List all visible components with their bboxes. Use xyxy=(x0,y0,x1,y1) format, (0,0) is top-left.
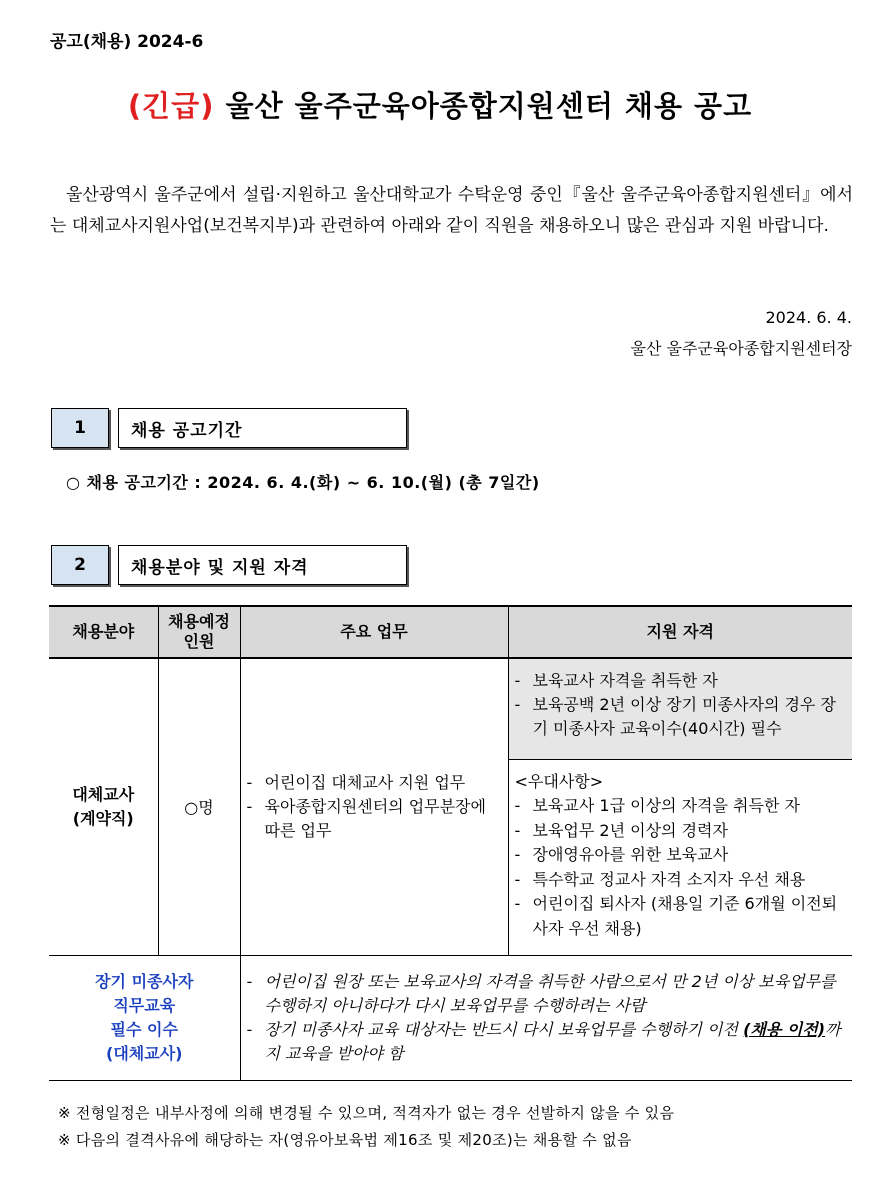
training-label-cell xyxy=(49,955,240,1080)
note-schedule: ※ 전형일정은 내부사정에 의해 변경될 수 있으며, 적격자가 없는 경우 선발하지 않을 수 있음 xyxy=(58,1104,675,1122)
training-item-text: 어린이집 원장 또는 보육교사의 자격을 취득한 사람으로서 만 2년 이상 보육업무를 수행하지 아니하다가 다시 보육업무를 수행하려는 사람 xyxy=(264,971,836,1015)
preferred-item: - 특수학교 정교사 자격 소지자 우선 채용 xyxy=(515,868,847,893)
notice-number: 공고(채용) 2024-6 xyxy=(50,32,204,52)
duties-cell xyxy=(240,658,508,955)
qualification-item: - 보육교사 자격을 취득한 자 xyxy=(515,669,847,693)
page-title xyxy=(0,84,880,125)
preferred-text: 장애영유아를 위한 보육교사 xyxy=(532,845,729,864)
title-main: 울산 울주군육아종합지원센터 채용 공고 xyxy=(225,89,753,123)
preferred-qualifications-cell xyxy=(508,759,852,955)
preferred-text: 보육교사 1급 이상의 자격을 취득한 자 xyxy=(532,796,800,815)
training-item: - 어린이집 원장 또는 보육교사의 자격을 취득한 사람으로서 만 2년 이상 보육업무를 수행하지 아니하다가 다시 보육업무를 수행하려는 사람 xyxy=(247,970,845,1018)
preferred-heading: <우대사항> xyxy=(514,771,604,791)
training-label-line: 장기 미종사자 xyxy=(95,971,194,991)
headcount-cell: ○명 xyxy=(158,658,240,955)
preferred-item: - 장애영유아를 위한 보육교사 xyxy=(515,843,847,868)
preferred-item: - 보육교사 1급 이상의 자격을 취득한 자 xyxy=(515,794,847,819)
preferred-text: 어린이집 퇴사자 (채용일 기준 6개월 이전퇴사자 우선 채용) xyxy=(532,894,838,938)
qualification-text: 보육교사 자격을 취득한 자 xyxy=(532,671,718,690)
table-header-row xyxy=(49,606,852,658)
field-cell xyxy=(49,658,158,955)
section-1-number: 1 xyxy=(51,408,109,448)
urgent-tag: (긴급) xyxy=(127,89,215,123)
duty-text: 어린이집 대체교사 지원 업무 xyxy=(264,772,466,792)
preferred-text: 특수학교 정교사 자격 소지자 우선 채용 xyxy=(532,869,806,889)
training-row xyxy=(49,955,852,1080)
header-qualifications: 지원 자격 xyxy=(508,606,852,658)
note-disqualification: ※ 다음의 결격사유에 해당하는 자(영유아보육법 제16조 및 제20조)는 채용할 수 없음 xyxy=(58,1131,632,1149)
training-item2-prefix: 장기 미종사자 교육 대상자는 반드시 다시 보육업무를 수행하기 이전 xyxy=(264,1019,738,1039)
qualification-item: - 보육공백 2년 이상 장기 미종사자의 경우 장기 미종사자 교육이수(40시간) 필수 xyxy=(515,693,847,741)
header-headcount-line2: 인원 xyxy=(183,632,215,651)
duty-item: - 어린이집 대체교사 지원 업무 xyxy=(247,771,502,795)
training-item: - 장기 미종사자 교육 대상자는 반드시 다시 보육업무를 수행하기 이전 (채용 이전)까지 교육을 받아야 함 xyxy=(247,1018,845,1066)
training-label-line: (대체교사) xyxy=(106,1043,183,1063)
duty-text: 육아종합지원센터의 업무분장에 따른 업무 xyxy=(264,796,486,840)
table-row xyxy=(49,658,852,759)
field-contract-type: (계약직) xyxy=(72,808,134,828)
issuer: 울산 울주군육아종합지원센터장 xyxy=(630,339,852,358)
preferred-text: 보육업무 2년 이상의 경력자 xyxy=(532,820,728,840)
recruit-table xyxy=(49,605,852,1081)
training-item2-suffix: 까지 교육을 받아야 함 xyxy=(264,1019,841,1063)
training-item-text xyxy=(265,1018,845,1066)
header-field: 채용분야 xyxy=(49,606,158,658)
section-1-title: 채용 공고기간 xyxy=(118,408,407,448)
required-qualifications-cell xyxy=(508,658,852,759)
preferred-item: - 어린이집 퇴사자 (채용일 기준 6개월 이전퇴사자 우선 채용) xyxy=(515,892,847,941)
training-text-cell xyxy=(240,955,852,1080)
qualification-text: 보육공백 2년 이상 장기 미종사자의 경우 장기 미종사자 교육이수(40시간) 필수 xyxy=(532,695,836,738)
training-label-line: 직무교육 xyxy=(113,995,176,1015)
header-duties: 주요 업무 xyxy=(240,606,508,658)
section-2-number: 2 xyxy=(51,545,109,585)
preferred-item: - 보육업무 2년 이상의 경력자 xyxy=(515,819,847,844)
intro-text: 울산광역시 울주군에서 설립·지원하고 울산대학교가 수탁운영 중인『울산 울주군육아종합지원센터』에서는 대체교사지원사업(보건복지부)과 관련하여 아래와 같이 직원을 채용하오니 많은 관심과 지원 바랍니다. xyxy=(50,185,853,236)
field-name: 대체교사 xyxy=(72,784,135,804)
section-2-title: 채용분야 및 지원 자격 xyxy=(118,545,407,585)
header-headcount-line1: 채용예정 xyxy=(168,612,230,631)
training-label-line: 필수 이수 xyxy=(110,1019,178,1039)
recruit-period: ○ 채용 공고기간 : 2024. 6. 4.(화) ~ 6. 10.(월) (총 7일간) xyxy=(66,473,540,492)
training-item2-emphasis: (채용 이전) xyxy=(743,1019,826,1039)
duty-item: - 육아종합지원센터의 업무분장에 따른 업무 xyxy=(247,795,502,843)
issue-date: 2024. 6. 4. xyxy=(765,308,852,327)
header-headcount xyxy=(158,606,240,658)
intro-paragraph xyxy=(50,180,853,242)
